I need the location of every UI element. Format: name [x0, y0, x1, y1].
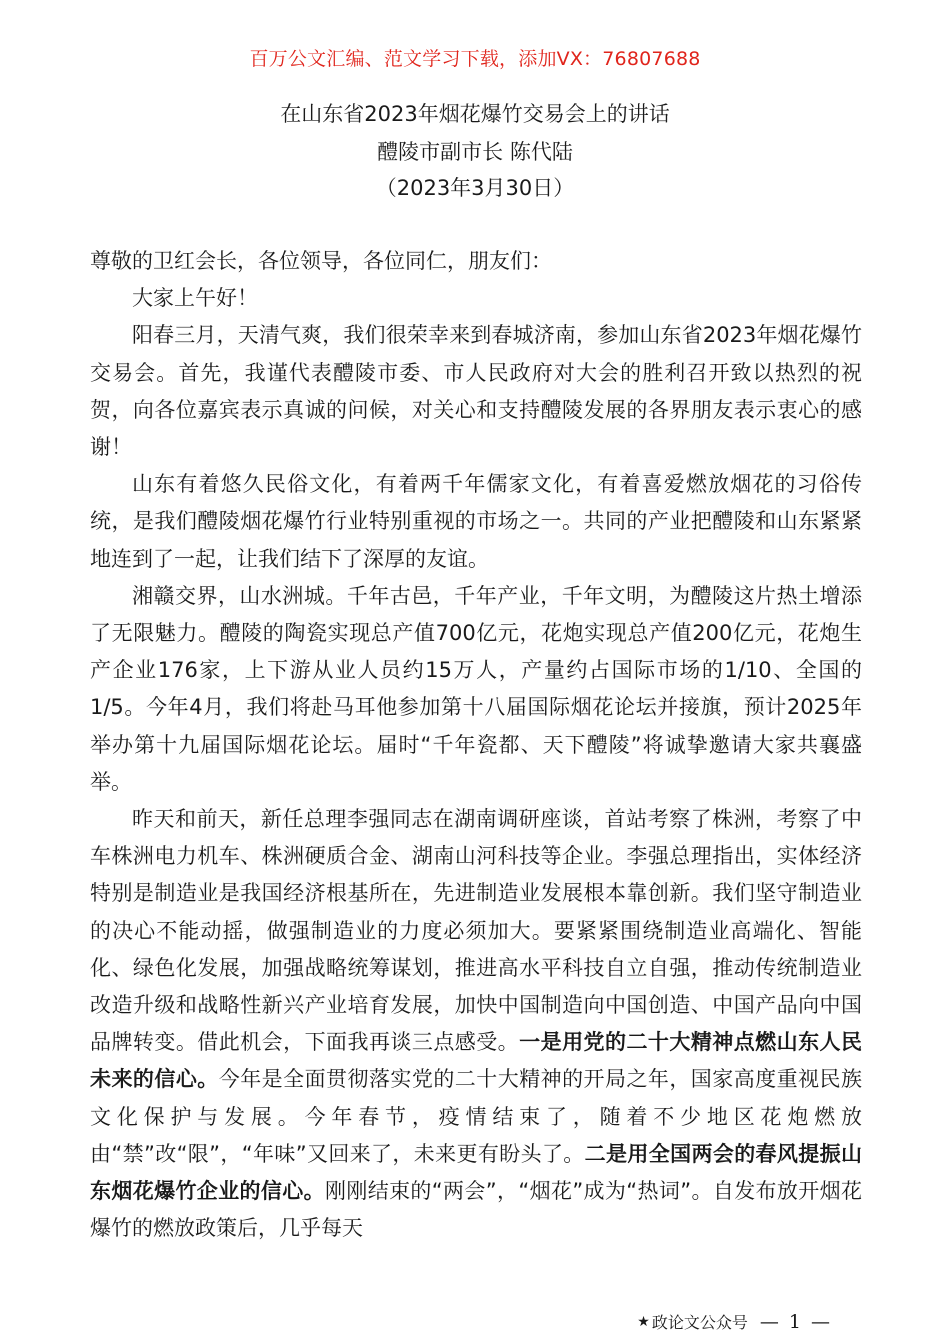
star-icon: ★ [637, 1313, 650, 1330]
greeting: 大家上午好！ [132, 286, 258, 311]
speaker-line: 醴陵市副市长 陈代陆 [377, 140, 573, 164]
paragraph-4-text-c: 刚刚结束的“两会”，“烟花”成为“热词”。自发布放开烟花爆竹的燃放政策后，几乎每天 [90, 1179, 863, 1241]
paragraph-4 [90, 801, 862, 1247]
paragraph-4-text-b: 今年是全面贯彻落实党的二十大精神的开局之年，国家高度重视民族文化保护与发展。今年春节，疫情结束了，随着不少地区花炮燃放由“禁”改“限”，“年味”又回来了，未来更有盼头了。 [90, 1067, 863, 1166]
footer-source: 政论文公众号 [651, 1313, 748, 1332]
page-number: — 1 — [759, 1310, 832, 1333]
paragraph-4-text-a: 昨天和前天，新任总理李强同志在湖南调研座谈，首站考察了株洲，考察了中车株洲电力机车、株洲硬质合金、湖南山河科技等企业。李强总理指出，实体经济特别是制造业是我国经济根基所在，先进制造业发展根本靠创新。我们坚守制造业的决心不能动摇，做强制造业的力度必须加大。要紧紧围绕制造业高端化、智能化、绿色化发展，加强战略统筹谋划，推进高水平科技自立自强，推动传统制造业改造升级和战略性新兴产业培育发展，加快中国制造向中国创造、中国产品向中国品牌转变。借此机会，下面我再谈三点感受。 [90, 807, 862, 1055]
paragraph-1: 阳春三月，天清气爽，我们很荣幸来到春城济南，参加山东省2023年烟花爆竹交易会。首先，我谨代表醴陵市委、市人民政府对大会的胜利召开致以热烈的祝贺，向各位嘉宾表示真诚的问候，对关心和支持醴陵发展的各界朋友表示衷心的感谢！ [90, 323, 862, 460]
speech-body [90, 243, 862, 1247]
page-footer [637, 1310, 832, 1333]
promo-banner: 百万公文汇编、范文学习下载，添加VX：76807688 [249, 48, 701, 70]
paragraph-2: 山东有着悠久民俗文化，有着两千年儒家文化，有着喜爱燃放烟花的习俗传统，是我们醴陵烟花爆竹行业特别重视的市场之一。共同的产业把醴陵和山东紧紧地连到了一起，让我们结下了深厚的友谊。 [90, 472, 862, 571]
speech-date: （2023年3月30日） [375, 176, 575, 200]
speech-title: 在山东省2023年烟花爆竹交易会上的讲话 [280, 102, 670, 126]
salutation: 尊敬的卫红会长，各位领导，各位同仁，朋友们： [90, 249, 552, 273]
point-two-heading: 二是用全国两会的春风提振山东烟花爆竹企业的信心。 [90, 1141, 863, 1204]
point-one-heading: 一是用党的二十大精神点燃山东人民未来的信心。 [90, 1030, 863, 1092]
paragraph-3: 湘赣交界，山水洲城。千年古邑，千年产业，千年文明，为醴陵这片热土增添了无限魅力。醴陵的陶瓷实现总产值700亿元，花炮实现总产值200亿元，花炮生产企业176家，上下游从业人员约15万人，产量约占国际市场的1/10、全国的1/5。今年4月，我们将赴马耳他参加第十八届国际烟花论坛并接旗，预计2025年举办第十九届国际烟花论坛。届时“千年瓷都、天下醴陵”将诚挚邀请大家共襄盛举。 [90, 583, 862, 794]
